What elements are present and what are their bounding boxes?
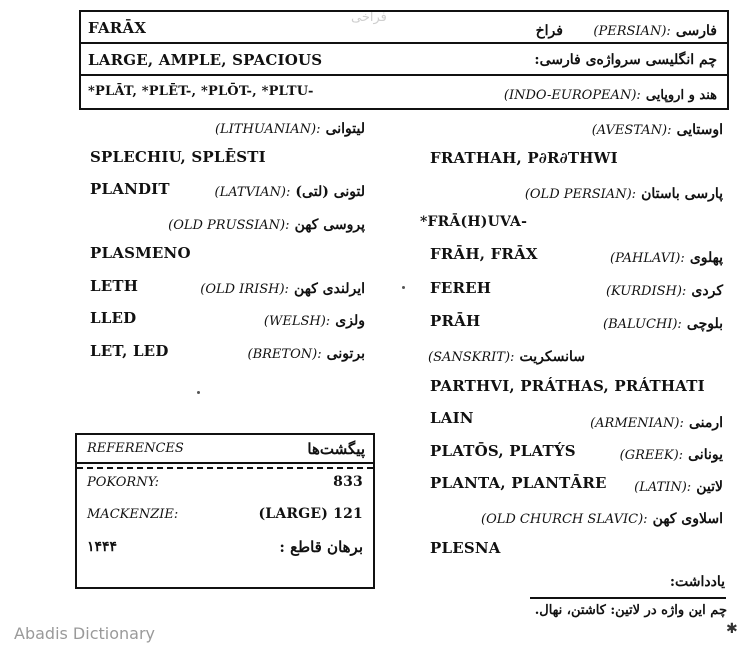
- ref-pokorny-label: POKORNY:: [87, 475, 159, 490]
- welsh-word: LLED: [90, 309, 137, 327]
- baluchi-label-en: (BALUCHI):: [603, 317, 682, 332]
- breton-label-en: (BRETON):: [247, 347, 322, 362]
- old-irish-label-fa: ایرلندی کهن: [294, 281, 365, 297]
- lithuanian-label: [215, 118, 365, 137]
- breton-label-fa: برتونی: [326, 346, 365, 362]
- armenian-label-fa: ارمنی: [688, 415, 723, 431]
- avestan-label-fa: اوستایی: [676, 122, 723, 138]
- latin-label-en: (LATIN):: [634, 480, 692, 495]
- old-church-slavic-label: [481, 508, 723, 527]
- old-prussian-word: PLASMENO: [90, 244, 191, 262]
- persian-label-en: (PERSIAN):: [593, 24, 671, 39]
- avestan-word: FRATHAH, P∂R∂THWI: [430, 149, 618, 167]
- old-persian-word: *FRĀ(H)UVA-: [420, 214, 528, 230]
- breton-label: [248, 343, 365, 362]
- avestan-label-en: (AVESTAN):: [591, 123, 672, 138]
- ref-pokorny-value: 833: [333, 474, 363, 490]
- pie-label-fa: هند و اروپایی: [645, 88, 717, 103]
- greek-label-en: (GREEK):: [619, 448, 684, 463]
- latvian-word: PLANDIT: [90, 180, 170, 198]
- pahlavi-label-fa: پهلوی: [689, 250, 723, 266]
- latin-word: PLANTA, PLANTĀRE: [430, 474, 607, 492]
- kurdish-label-en: (KURDISH):: [605, 284, 687, 299]
- latvian-label: [215, 181, 365, 200]
- references-divider: [77, 462, 373, 464]
- old-church-slavic-label-fa: اسلاوی کهن: [652, 511, 723, 527]
- pahlavi-word: FRĀH, FRĀX: [430, 245, 538, 263]
- latvian-label-en: (LATVIAN):: [214, 185, 291, 200]
- persian-label-fa: فارسی: [675, 23, 717, 39]
- welsh-label-fa: ولزی: [335, 313, 365, 329]
- avestan-label: [592, 119, 723, 138]
- persian-word: فراخ: [535, 23, 563, 39]
- header-row-pie: [79, 74, 729, 110]
- sanskrit-label-fa: سانسکریت: [519, 349, 585, 365]
- ref-borhan-value: ۱۴۴۴: [87, 539, 118, 555]
- breton-word: LET, LED: [90, 342, 169, 360]
- header-row-persian: [79, 10, 729, 44]
- scan-speck: [197, 391, 200, 394]
- greek-label-fa: یونانی: [688, 447, 723, 463]
- scan-mark: ✱: [726, 621, 738, 637]
- old-church-slavic-label-en: (OLD CHURCH SLAVIC):: [481, 512, 648, 527]
- english-meaning: LARGE, AMPLE, SPACIOUS: [88, 51, 323, 69]
- latin-label: [634, 476, 723, 495]
- old-prussian-label: [168, 214, 365, 233]
- pie-label-en: (INDO-EUROPEAN):: [503, 88, 641, 103]
- greek-word: PLATŌS, PLATÝS: [430, 442, 576, 460]
- watermark-top: فراخی: [351, 10, 387, 25]
- note-text: چم این واژه در لاتین: کاشتن، نهال.: [534, 603, 727, 618]
- welsh-label: [264, 310, 365, 329]
- sanskrit-label: [428, 346, 585, 365]
- kurdish-label: [606, 280, 723, 299]
- header-row-english: [79, 42, 729, 76]
- armenian-label-en: (ARMENIAN):: [590, 416, 684, 431]
- baluchi-word: PRĀH: [430, 312, 481, 330]
- latin-label-fa: لاتین: [696, 479, 723, 495]
- lithuanian-label-fa: لیتوانی: [325, 121, 365, 137]
- old-irish-label-en: (OLD IRISH):: [200, 282, 289, 297]
- references-divider-dashed: [77, 467, 373, 469]
- baluchi-label: [603, 313, 723, 332]
- sanskrit-word: PARTHVI, PRÁTHAS, PRÁTHATI: [430, 377, 705, 395]
- old-irish-word: LETH: [90, 277, 139, 295]
- kurdish-label-fa: کردی: [691, 283, 723, 299]
- watermark-bottom: Abadis Dictionary: [14, 624, 155, 643]
- note-underline: [530, 597, 726, 599]
- sanskrit-label-en: (SANSKRIT):: [428, 350, 515, 365]
- pie-label-group: [504, 84, 717, 103]
- latvian-label-fa: لتونی (لتی): [295, 184, 365, 200]
- lithuanian-word: SPLECHIU, SPLĒSTI: [90, 148, 266, 166]
- note-title: یادداشت:: [669, 574, 725, 590]
- pahlavi-label-en: (PAHLAVI):: [610, 251, 685, 266]
- ref-mackenzie-label: MACKENZIE:: [87, 507, 179, 522]
- old-prussian-label-fa: پروسی کهن: [294, 217, 365, 233]
- english-meaning-label: چم انگلیسی سرواژه‌ی فارسی:: [534, 52, 717, 68]
- baluchi-label-fa: بلوچی: [686, 316, 723, 332]
- scan-speck: [402, 286, 405, 289]
- ref-borhan-label: برهان قاطع :: [279, 538, 363, 556]
- pahlavi-label: [610, 247, 723, 266]
- old-persian-label: [525, 183, 723, 202]
- persian-label-group: [536, 20, 717, 39]
- references-title-fa: پیگشت‌ها: [307, 440, 365, 458]
- old-irish-label: [200, 278, 365, 297]
- old-church-slavic-word: PLESNA: [430, 539, 501, 557]
- lithuanian-label-en: (LITHUANIAN):: [214, 122, 321, 137]
- references-title-en: REFERENCES: [87, 441, 184, 456]
- armenian-label: [590, 412, 723, 431]
- ref-mackenzie-value: (LARGE) 121: [258, 506, 363, 522]
- persian-headword: FARĀX: [88, 19, 147, 37]
- kurdish-word: FEREH: [430, 279, 492, 297]
- armenian-word: LAIN: [430, 409, 474, 427]
- old-persian-label-en: (OLD PERSIAN):: [524, 187, 637, 202]
- welsh-label-en: (WELSH):: [263, 314, 331, 329]
- old-prussian-label-en: (OLD PRUSSIAN):: [168, 218, 290, 233]
- pie-roots: *PLĀT, *PLĒT-, *PLŌT-, *PLTU-: [88, 84, 314, 99]
- references-box: [75, 433, 375, 589]
- old-persian-label-fa: پارسی باستان: [641, 186, 723, 202]
- greek-label: [620, 444, 723, 463]
